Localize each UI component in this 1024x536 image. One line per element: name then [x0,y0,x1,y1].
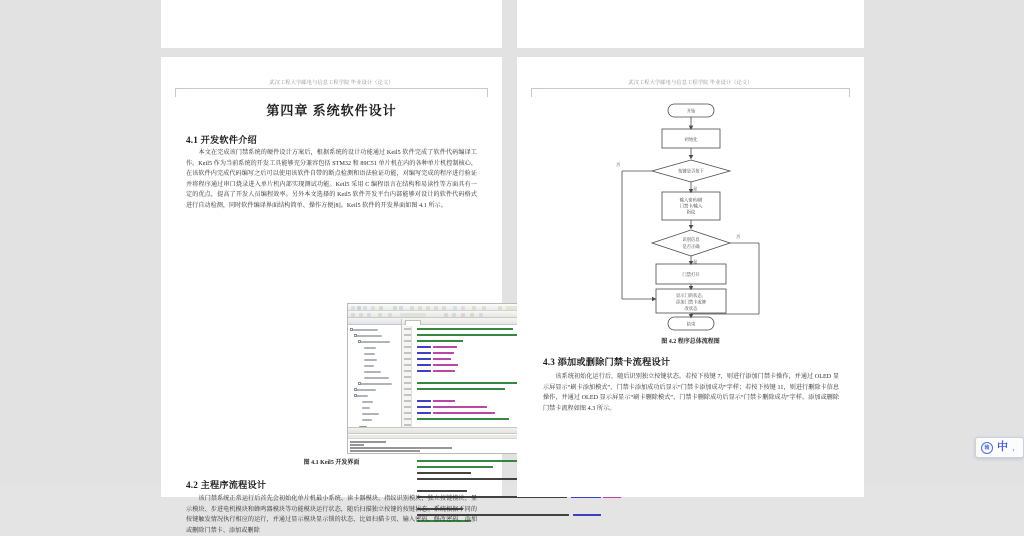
input-method-floating-bar[interactable] [975,437,1024,458]
crop-mark-top-right [477,88,488,97]
section-heading-4-1: 4.1 开发软件介绍 [186,132,257,146]
flow-node-keycheck: 按键是否按下 [678,168,704,175]
flow-node-verify-l1: 识别信息 [682,236,700,243]
flow-label-keycheck-yes: 是 [693,185,698,192]
header-rule [186,88,477,89]
page-right[interactable] [517,57,864,497]
ime-logo-icon[interactable]: 输 [981,442,993,454]
section-heading-4-2: 4.2 主程序流程设计 [186,477,266,491]
paragraph-4-3: 该系统初始化运行后，随后识别独立按键状态。若按下按键 7，则进行添加门禁卡操作，并通过 OLED 显示屏显示“刷卡添加模式”，门禁卡添加成功后显示“门禁卡添加成功”字样；若按下按键 11，则进行删除卡信息操作，并通过 OLED 显示屏显示“刷卡删除模式”，门禁卡删除成功后显示“门禁卡删除成功”字样。添加或删除门禁卡流程如图 4.3 所示。 [543,372,839,414]
flow-node-start: 开始 [687,107,696,114]
section-heading-4-3: 4.3 添加或删除门禁卡流程设计 [543,354,670,368]
keil-editor-tab[interactable] [405,320,421,325]
figure-4-2-caption: 图 4.2 程序总体流程图 [517,336,864,345]
header-rule [542,88,839,89]
paragraph-4-1: 本文在完成该门禁系统的硬件设计方案后，根据系统的设计功能通过 Keil5 软件完成了软件代码编译工作。Keil5 作为当前系统的开发工具能够充分兼容包括 STM32 和 89C51 单片机在内的各种单片机控制核心，在该软件内完成代码编写之后可以使用该软件自带的断点检测和语法验证功能，对编写完成的程序进行验证并将程序通过串口烧录进入单片机内部实现测试功能。Keil5 采用 C 编程语言在结构和易读性等方面具有一定的优点，提高了开发人员编程效率。另外本文选择的 Keil5 软件开发平台内部能够对设计的软件代码格式进行自动检测，同时软件编译界面结构简单、操作方便[8]。Keil5 软件的开发界面如图 4.1 所示。 [186,148,477,212]
page-previous-right [517,0,864,48]
flow-node-init: 初始化 [685,136,699,143]
page-previous-left [161,0,502,48]
flow-node-input-l1: 输入密码/刷 [680,197,703,204]
flow-label-verify-yes: 是 [693,258,698,265]
keil-line-number-gutter [403,326,412,427]
flow-node-end: 结束 [687,321,696,328]
flowchart-render [596,100,786,322]
chapter-title: 第四章 系统软件设计 [161,100,502,119]
keil-project-tree[interactable] [348,319,402,427]
flow-label-verify-no: 否 [736,233,741,240]
flow-node-input-l2: 门禁卡/输入 [680,203,703,210]
figure-4-1-caption: 图 4.1 Keil5 开发界面 [161,457,502,466]
flow-label-keycheck-no: 否 [616,161,621,168]
flow-node-input-l3: 指纹 [687,209,696,216]
paragraph-4-2: 该门禁系统正常运行后首先会初始化单片机最小系统、读卡器模块、指纹识别模块、独立按键模块、显示模块、步进电机模块和蜂鸣器模块等功能模块运行状态，随后扫描独立按键的按键状态。系统根据不同的按键触发情况执行相应的运行，并通过显示模块显示锁的状态，比如扫描卡页、输入密码、修改密码、添加或删除门禁卡、添加或删除 [186,494,477,536]
ime-punctuation-mode-button[interactable]: ， [1012,443,1021,452]
crop-mark-top-right [839,88,850,97]
flow-node-display-l2: 添加门禁卡或修 [676,299,707,306]
page-left[interactable] [161,57,502,497]
ime-language-mode-button[interactable]: 中 [997,442,1008,453]
crop-mark-top-left [175,88,186,97]
flow-node-display-l1: 显示门的状态、 [676,292,706,299]
flow-node-open: 门禁打开 [682,271,700,278]
flow-node-display-l3: 改状态 [685,305,699,312]
running-header: 武汉工程大学邮电与信息工程学院 毕业设计（论文） [517,79,864,86]
crop-mark-top-left [531,88,542,97]
keil-project-pane-header [348,319,401,325]
running-header: 武汉工程大学邮电与信息工程学院 毕业设计（论文） [161,79,502,86]
flow-node-verify-l2: 是否正确 [682,243,700,250]
